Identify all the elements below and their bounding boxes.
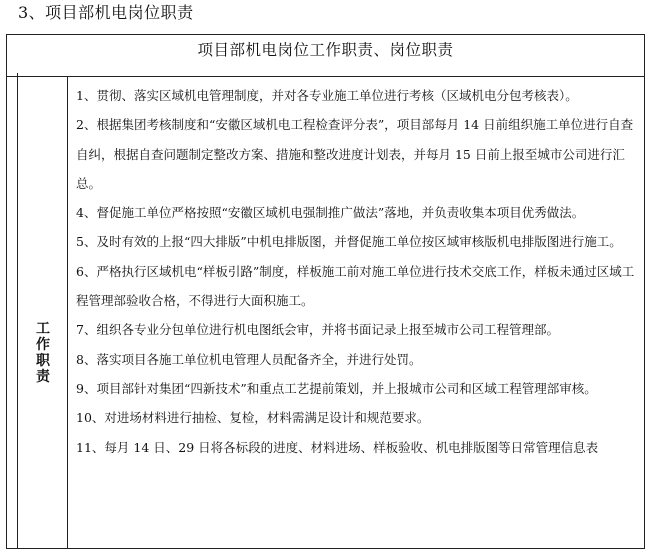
duties-list xyxy=(76,81,644,549)
inner-cell-border xyxy=(17,73,68,549)
duty-item: 9、项目部针对集团“四新技术”和重点工艺提前策划，并上报城市公司和区域工程管理部审核。 xyxy=(76,380,597,396)
table-title: 项目部机电岗位工作职责、岗位职责 xyxy=(7,35,644,77)
duty-item: 2、根据集团考核制度和“安徽区域机电工程检查评分表”，项目部每月 14 日前组织施工单位进行自查自纠，根据自查问题制定整改方案、措施和整改进度计划表，并每月 15 日前上报至城市公司进行汇总。 xyxy=(76,117,634,191)
section-heading: 3、项目部机电岗位职责 xyxy=(18,3,194,22)
duty-item: 1、贯彻、落实区域机电管理制度，并对各专业施工单位进行考核（区域机电分包考核表）。 xyxy=(76,88,578,103)
row-label-cell xyxy=(7,77,68,549)
duty-item: 10、对进场材料进行抽检、复检，材料需满足设计和规范要求。 xyxy=(76,410,430,426)
duty-table xyxy=(6,34,645,549)
row-label: 工作职责 xyxy=(36,321,50,385)
duty-item: 8、落实项目各施工单位机电管理人员配备齐全，并进行处罚。 xyxy=(76,351,422,367)
duty-item: 7、组织各专业分包单位进行机电图纸会审，并将书面记录上报至城市公司工程管理部。 xyxy=(76,322,559,338)
duty-item: 11、每月 14 日、29 日将各标段的进度、材料进场、样板验收、机电排版图等日常管理信息表 xyxy=(76,439,599,455)
duty-item: 4、督促施工单位严格按照“安徽区域机电强制推广做法”落地，并负责收集本项目优秀做法。 xyxy=(76,205,585,221)
duty-item: 5、及时有效的上报“四大排版”中机电排版图，并督促施工单位按区域审核版机电排版图进行施工。 xyxy=(76,234,622,250)
duty-item: 6、严格执行区域机电“样板引路”制度，样板施工前对施工单位进行技术交底工作，样板未通过区域工程管理部验收合格，不得进行大面积施工。 xyxy=(76,263,635,309)
